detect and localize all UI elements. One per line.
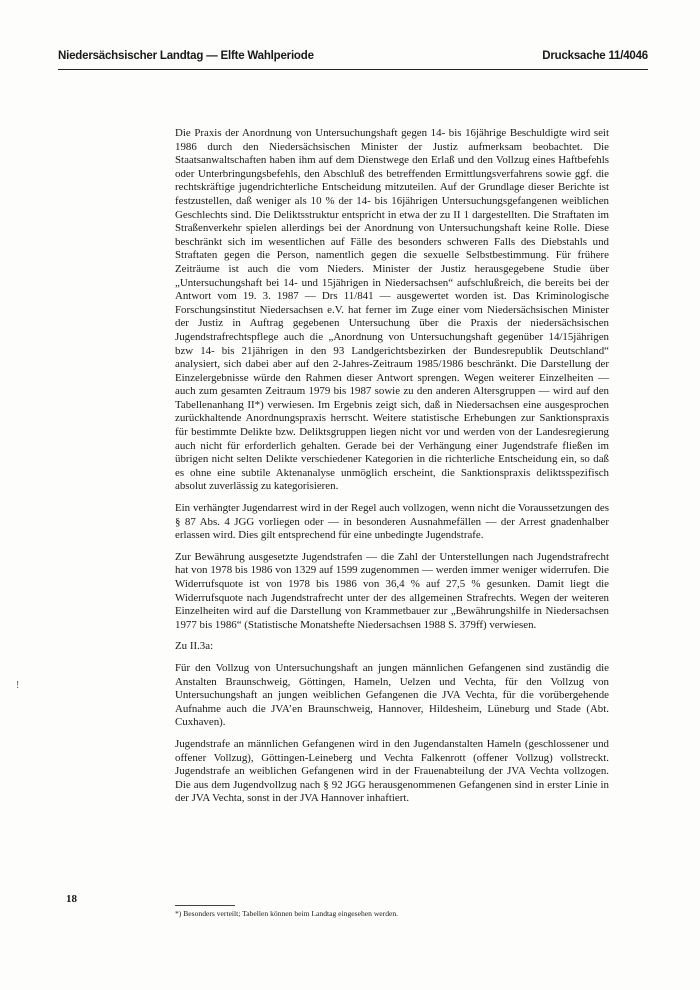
paragraph: Die Praxis der Anordnung von Untersuchungshaft gegen 14- bis 16jährige Beschuldigte wird seit 1986 durch den Niedersächsischen Minister der Justiz aufmerksam beobachtet. Die Staatsanwaltschaften haben ihm auf dem Dienstwege den Erlaß und den Vollzug eines Haftbefehls oder Unterbringungsbefehls, den Abschluß des betreffenden Ermittlungsverfahrens sowie ggf. die rechtskräftige jugendrichterliche Entscheidung mitzuteilen. Auf der Grundlage dieser Berichte ist festzustellen, daß weniger als 10 % der 14- bis 16jährigen Untersuchungsgefangenen weiblichen Geschlechts sind. Die Deliktsstruktur entspricht in etwa der zu II 1 dargestellten. Die Straftaten im Straßenverkehr spielen allerdings bei der Anordnung von Untersuchungshaft keine Rolle. Diese beschränkt sich im wesentlichen auf Fälle des besonders schweren Falls des Diebstahls und Straftaten gegen die Person, namentlich gegen die sexuelle Selbstbestimmung. Für frühere Zeiträume ist auch die vom Nieders. Minister der Justiz herausgegebene Studie über „Untersuchungshaft bei 14- und 15jährigen in Niedersachsen“ aufschlußreich, die bereits bei der Antwort vom 19. 3. 1987 — Drs 11/841 — ausgewertet worden ist. Das Kriminologische Forschungsinstitut Niedersachsen e.V. hat ferner im Zuge einer vom Niedersächsischen Minister der Justiz in Auftrag gegebenen Untersuchung über die Praxis der niedersächsischen Jugendstrafrechtspflege auch die „Anordnung von Untersuchungshaft gegenüber 14/15jährigen bzw 14- bis 21jährigen in den 93 Landgerichtsbezirken der Bundesrepublik Deutschland“ analysiert, sich dabei aber auf den 2-Jahres-Zeitraum 1985/1986 beschränkt. Die Darstellung der Einzelergebnisse würde den Rahmen dieser Antwort sprengen. Wegen weiterer Einzelheiten — auch zum gesamten Zeitraum 1979 bis 1987 sowie zu den anderen Altersgruppen — wird auf den Tabellenanhang II*) verwiesen. Im Ergebnis zeigt sich, daß in Niedersachsen eine ausgesprochen zurückhaltende Anordnungspraxis herrscht. Weitere statistische Erhebungen zur Sanktionspraxis für bestimmte Delikte bzw. Deliktsgruppen liegen nicht vor und werden von der Landesregierung auch nicht für erforderlich gehalten. Gerade bei der Verhängung einer Jugendstrafe fließen im übrigen nicht selten Delikte verschiedener Kategorien in die richterliche Entscheidung ein, so daß es ohne eine subtile Aktenanalyse unmöglich erscheint, die Sanktionspraxis deliktsspezifisch absolut zuverlässig zu kategorisieren.: [175, 127, 609, 493]
header-title: Niedersächsischer Landtag — Elfte Wahlperiode: [58, 50, 314, 62]
paragraph: Jugendstrafe an männlichen Gefangenen wird in den Jugendanstalten Hameln (geschlossener und offener Vollzug), Göttingen-Leineberg und Vechta Falkenrott (offener Vollzug) vollstreckt. Jugendstrafe an weiblichen Gefangenen wird in der Frauenabteilung der JVA Vechta vollzogen. Die aus dem Jugendvollzug nach § 92 JGG herausgenommenen Gefangenen sind in erster Linie in der JVA Vechta, sonst in der JVA Hannover inhaftiert.: [175, 737, 609, 805]
margin-mark: !: [16, 680, 20, 691]
running-header: [58, 50, 648, 62]
section-heading: Zu II.3a:: [175, 640, 214, 653]
paragraph: Für den Vollzug von Untersuchungshaft an jungen männlichen Gefangenen sind zuständig die Anstalten Braunschweig, Göttingen, Hameln, Uelzen und Vechta, für den Vollzug von Untersuchungshaft an jungen weiblichen Gefangenen die JVA Vechta, für die vorübergehende Aufnahme auch die JVA’en Braunschweig, Hannover, Hildesheim, Lüneburg und Stade (Abt. Cuxhaven).: [175, 661, 609, 729]
footnote-rule: [175, 905, 235, 906]
paragraph: Zur Bewährung ausgesetzte Jugendstrafen — die Zahl der Unterstellungen nach Jugendstrafrecht hat von 1978 bis 1986 von 1329 auf 1599 zugenommen — werden immer weniger widerrufen. Die Widerrufsquote ist von 1978 bis 1986 von 36,4 % auf 27,5 % gesunken. Damit liegt die Widerrufsquote nach Jugendstrafrecht unter der des allgemeinen Strafrechts. Wegen der weiteren Einzelheiten wird auf die Darstellung von Krammetbauer zur „Bewährungshilfe in Niedersachsen 1977 bis 1986“ (Statistische Monatshefte Niedersachsen 1988 S. 379ff) verwiesen.: [175, 550, 609, 631]
paragraph: Ein verhängter Jugendarrest wird in der Regel auch vollzogen, wenn nicht die Voraussetzungen des § 87 Abs. 4 JGG vorliegen oder — in besonderen Ausnahmefällen — der Arrest gnadenhalber erlassen wird. Dies gilt entsprechend für eine unbedingte Jugendstrafe.: [175, 502, 609, 542]
page-number: 18: [66, 893, 77, 905]
document-number: Drucksache 11/4046: [542, 50, 648, 62]
header-rule: [58, 69, 648, 70]
body-text: [175, 127, 609, 814]
footnote: *) Besonders verteilt; Tabellen können beim Landtag eingesehen werden.: [175, 909, 399, 918]
